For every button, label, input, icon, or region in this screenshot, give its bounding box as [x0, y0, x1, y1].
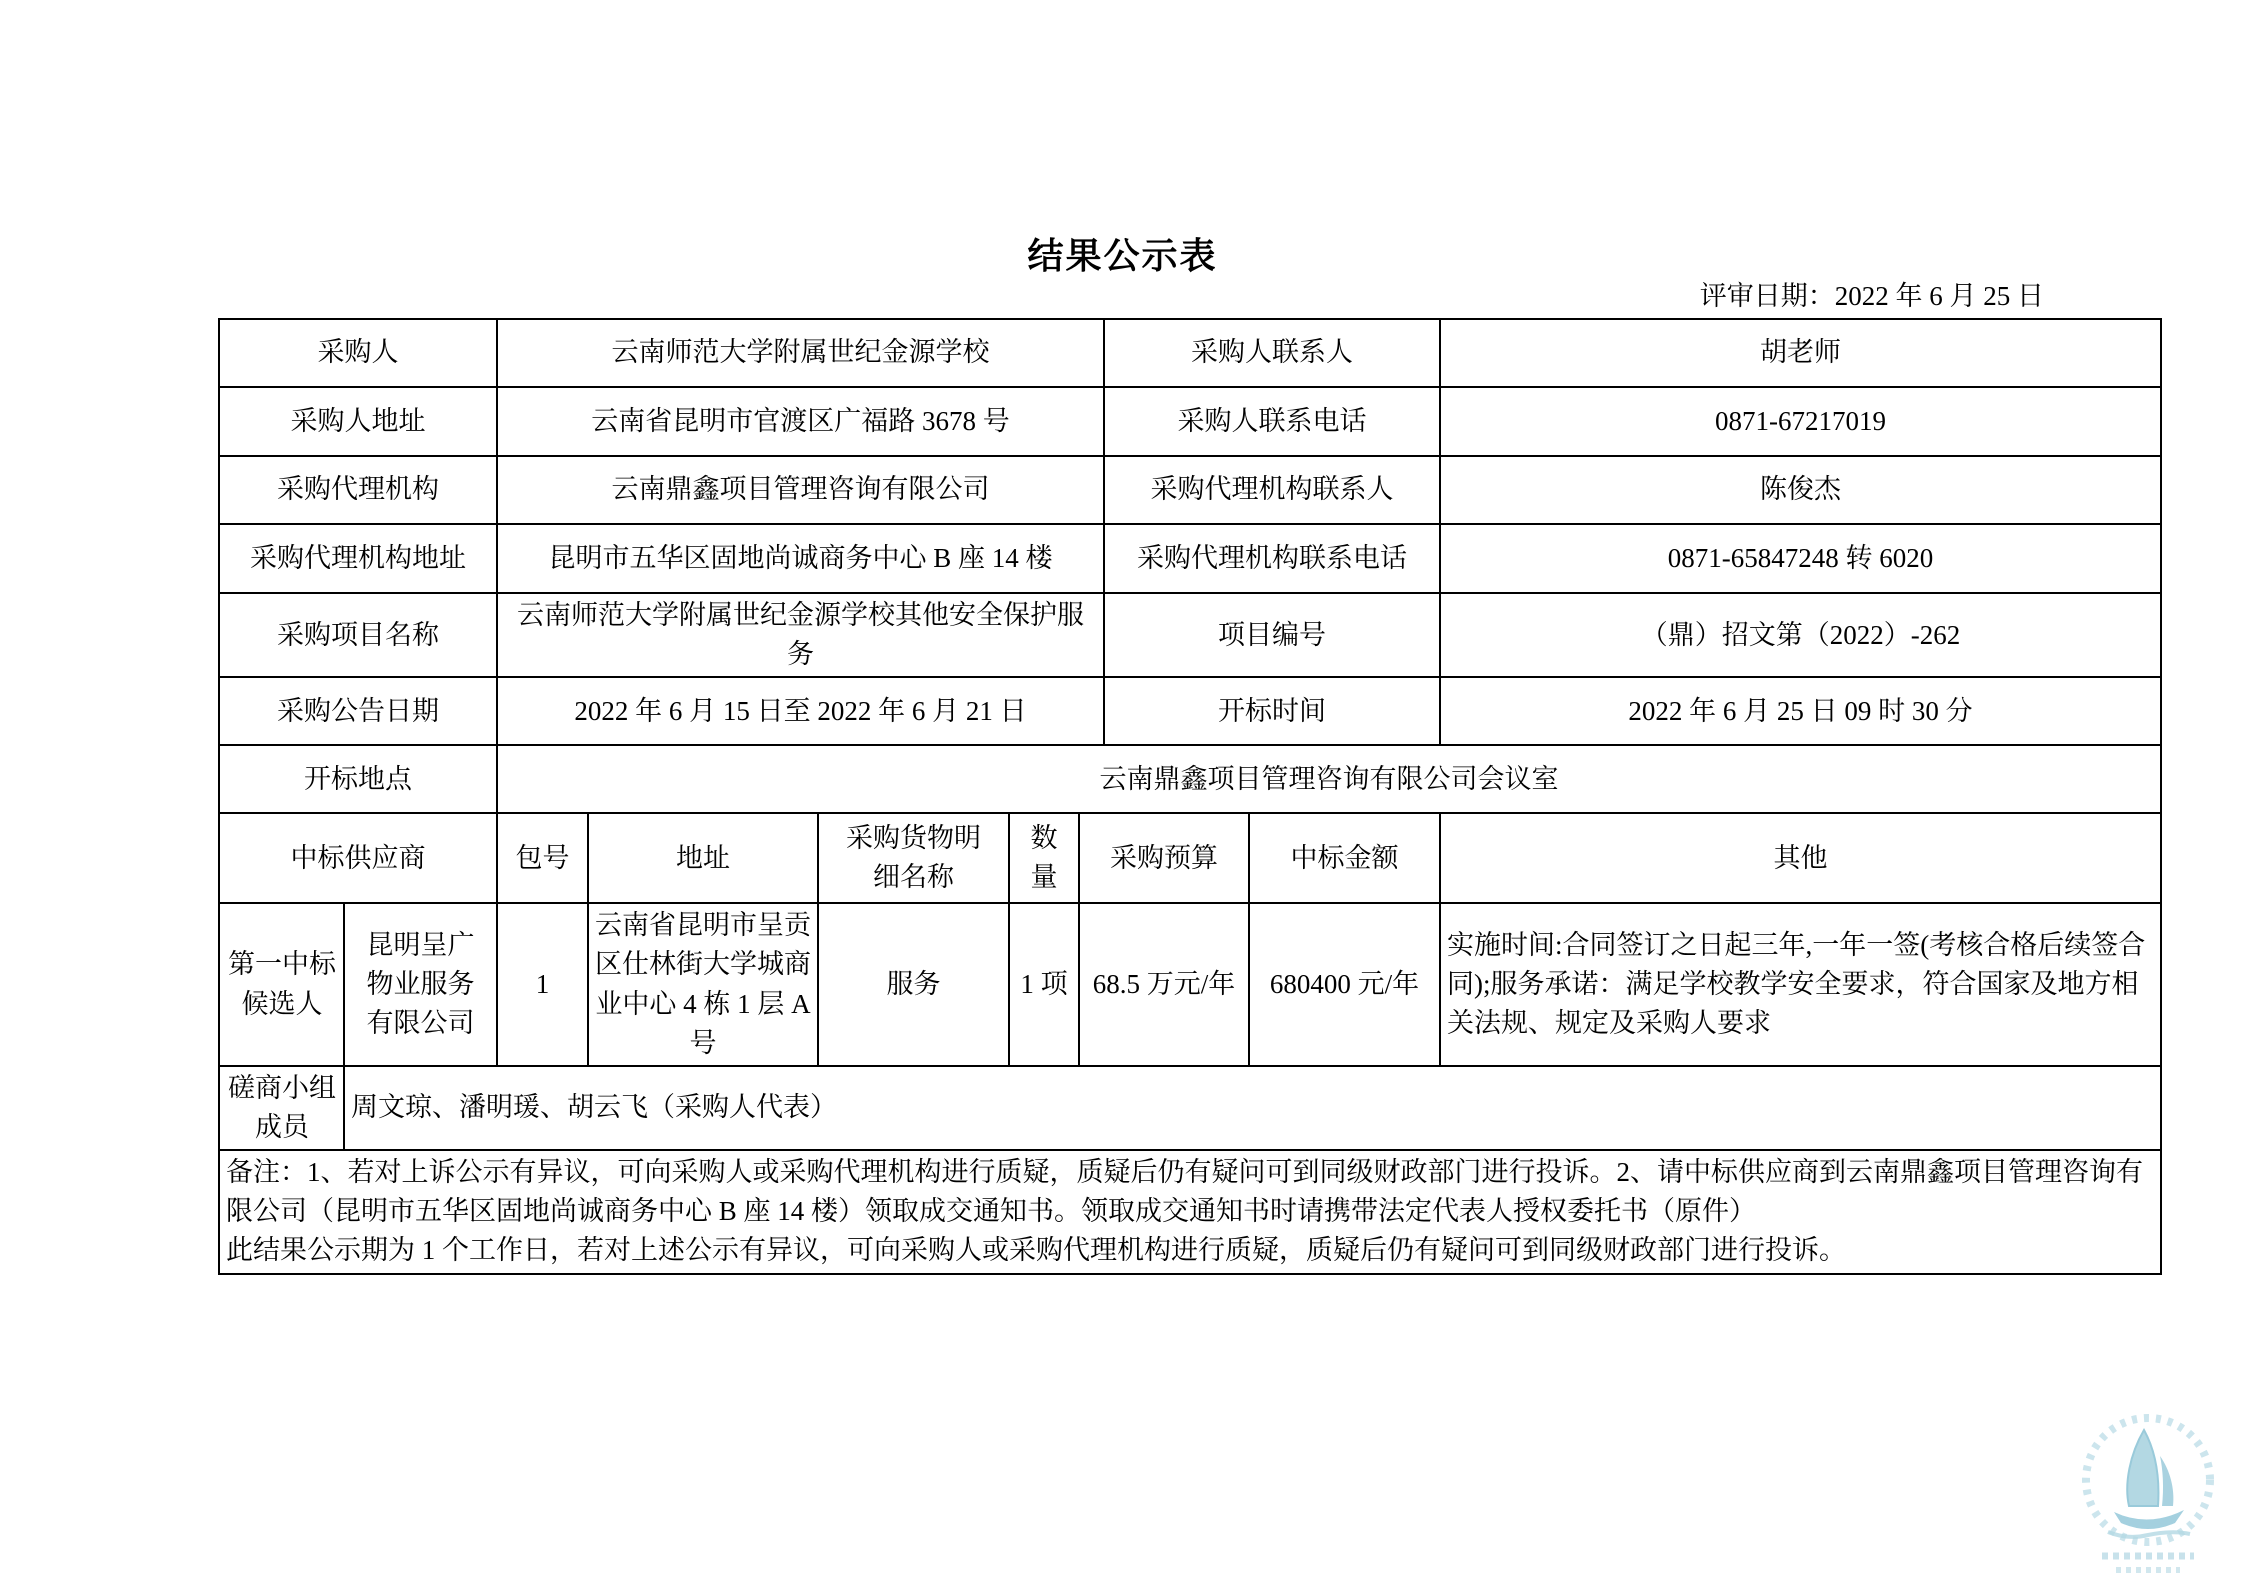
label-opening-venue: 开标地点 [219, 745, 497, 813]
panel-row [219, 1066, 2161, 1150]
label-purchaser-phone: 采购人联系电话 [1104, 387, 1440, 456]
cell-supplier: 昆明呈广物业服务有限公司 [344, 903, 497, 1066]
value-opening-venue: 云南鼎鑫项目管理咨询有限公司会议室 [497, 745, 2161, 813]
table-row [219, 745, 2161, 813]
label-agency-phone: 采购代理机构联系电话 [1104, 524, 1440, 593]
value-purchaser-phone: 0871-67217019 [1440, 387, 2161, 456]
header-other: 其他 [1440, 813, 2161, 903]
cell-package: 1 [497, 903, 588, 1066]
value-agency-address: 昆明市五华区固地尚诚商务中心 B 座 14 楼 [497, 524, 1104, 593]
cell-rank: 第一中标候选人 [219, 903, 344, 1066]
header-supplier: 中标供应商 [219, 813, 497, 903]
header-package: 包号 [497, 813, 588, 903]
review-date: 评审日期：2022 年 6 月 25 日 [1699, 281, 2044, 311]
value-purchaser-address: 云南省昆明市官渡区广福路 3678 号 [497, 387, 1104, 456]
header-award-amount: 中标金额 [1249, 813, 1440, 903]
label-opening-time: 开标时间 [1104, 677, 1440, 745]
cell-quantity: 1 项 [1009, 903, 1079, 1066]
value-agency: 云南鼎鑫项目管理咨询有限公司 [497, 456, 1104, 524]
remarks-line-2: 此结果公示期为 1 个工作日，若对上述公示有异议，可向采购人或采购代理机构进行质疑，质疑后仍有疑问可到同级财政部门进行投诉。 [226, 1235, 1846, 1266]
value-agency-phone: 0871-65847248 转 6020 [1440, 524, 2161, 593]
label-announcement-date: 采购公告日期 [219, 677, 497, 745]
value-opening-time: 2022 年 6 月 25 日 09 时 30 分 [1440, 677, 2161, 745]
remarks-line-1: 备注：1、若对上诉公示有异议，可向采购人或采购代理机构进行质疑，质疑后仍有疑问可到同级财政部门进行投诉。2、请中标供应商到云南鼎鑫项目管理咨询有限公司（昆明市五华区固地尚诚商务中心 B 座 14 楼）领取成交通知书。领取成交通知书时请携带法定代表人授权委托书（原件） [226, 1157, 2143, 1227]
table-row [219, 319, 2161, 387]
value-announcement-date: 2022 年 6 月 15 日至 2022 年 6 月 21 日 [497, 677, 1104, 745]
header-budget: 采购预算 [1079, 813, 1249, 903]
label-purchaser-contact: 采购人联系人 [1104, 319, 1440, 387]
table-row [219, 456, 2161, 524]
value-agency-contact: 陈俊杰 [1440, 456, 2161, 524]
table-row [219, 524, 2161, 593]
page-title: 结果公示表 [1027, 236, 1218, 276]
cell-item-name: 服务 [818, 903, 1009, 1066]
value-project-number: （鼎）招文第（2022）-262 [1440, 593, 2161, 677]
cell-other: 实施时间:合同签订之日起三年,一年一签(考核合格后续签合同);服务承诺：满足学校教学安全要求，符合国家及地方相关法规、规定及采购人要求 [1440, 903, 2161, 1066]
cell-budget: 68.5 万元/年 [1079, 903, 1249, 1066]
remarks-cell [219, 1150, 2161, 1273]
header-quantity: 数量 [1009, 813, 1079, 903]
bid-header-row [219, 813, 2161, 903]
result-table [218, 318, 2162, 1275]
table-row [219, 387, 2161, 456]
bid-data-row [219, 903, 2161, 1066]
table-row [219, 593, 2161, 677]
cell-address: 云南省昆明市呈贡区仕林街大学城商业中心 4 栋 1 层 A 号 [588, 903, 818, 1066]
value-purchaser: 云南师范大学附属世纪金源学校 [497, 319, 1104, 387]
label-agency-address: 采购代理机构地址 [219, 524, 497, 593]
cell-award-amount: 680400 元/年 [1249, 903, 1440, 1066]
watermark-logo [2068, 1404, 2228, 1579]
label-purchaser-address: 采购人地址 [219, 387, 497, 456]
value-panel-members: 周文琼、潘明瑗、胡云飞（采购人代表） [344, 1066, 2161, 1150]
sailboat-icon [2108, 1430, 2190, 1537]
label-purchaser: 采购人 [219, 319, 497, 387]
label-agency-contact: 采购代理机构联系人 [1104, 456, 1440, 524]
label-panel-members: 磋商小组成员 [219, 1066, 344, 1150]
label-project-name: 采购项目名称 [219, 593, 497, 677]
header-address: 地址 [588, 813, 818, 903]
value-project-name: 云南师范大学附属世纪金源学校其他安全保护服务 [497, 593, 1104, 677]
label-agency: 采购代理机构 [219, 456, 497, 524]
value-purchaser-contact: 胡老师 [1440, 319, 2161, 387]
header-item-name: 采购货物明细名称 [818, 813, 1009, 903]
label-project-number: 项目编号 [1104, 593, 1440, 677]
table-row [219, 677, 2161, 745]
remarks-row [219, 1150, 2161, 1273]
